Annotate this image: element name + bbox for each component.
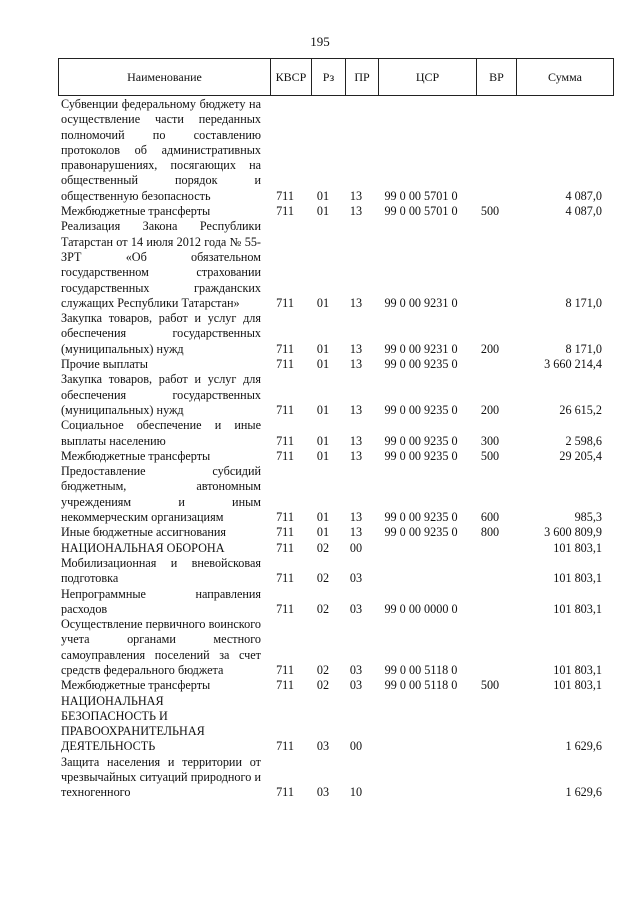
table-row bbox=[58, 204, 608, 219]
header-sum: Сумма bbox=[517, 59, 614, 96]
cell-sum: 26 615,2 bbox=[559, 402, 602, 417]
cell-kvsr: 711 bbox=[276, 402, 294, 417]
cell-vr: 500 bbox=[480, 204, 500, 219]
cell-kvsr: 711 bbox=[276, 662, 294, 677]
cell-pr: 13 bbox=[349, 525, 363, 540]
cell-rz: 02 bbox=[316, 662, 330, 677]
header-kvsr: КВСР bbox=[271, 59, 312, 96]
cell-rz: 01 bbox=[316, 510, 330, 525]
table-row bbox=[58, 357, 608, 372]
cell-csr: 99 0 00 9235 0 bbox=[384, 433, 458, 448]
cell-rz: 02 bbox=[316, 571, 330, 586]
cell-rz: 01 bbox=[316, 448, 330, 463]
cell-vr: 200 bbox=[480, 402, 500, 417]
cell-kvsr: 711 bbox=[276, 357, 294, 372]
header-pr: ПР bbox=[346, 59, 379, 96]
cell-rz: 02 bbox=[316, 678, 330, 693]
cell-rz: 03 bbox=[316, 785, 330, 800]
cell-vr: 500 bbox=[480, 448, 500, 463]
cell-sum: 8 171,0 bbox=[565, 295, 602, 310]
cell-csr: 99 0 00 5118 0 bbox=[384, 678, 458, 693]
cell-pr: 03 bbox=[349, 571, 363, 586]
cell-csr: 99 0 00 9231 0 bbox=[384, 341, 458, 356]
cell-sum: 1 629,6 bbox=[565, 739, 602, 754]
cell-csr: 99 0 00 9235 0 bbox=[384, 525, 458, 540]
cell-name: Непрограммные направления расходов bbox=[61, 586, 261, 616]
cell-csr: 99 0 00 5701 0 bbox=[384, 188, 458, 203]
cell-vr: 300 bbox=[480, 433, 500, 448]
cell-kvsr: 711 bbox=[276, 678, 294, 693]
cell-kvsr: 711 bbox=[276, 540, 294, 555]
table-row bbox=[58, 617, 608, 678]
cell-pr: 13 bbox=[349, 510, 363, 525]
cell-name: Межбюджетные трансферты bbox=[61, 678, 211, 693]
cell-sum: 8 171,0 bbox=[565, 341, 602, 356]
cell-kvsr: 711 bbox=[276, 739, 294, 754]
cell-kvsr: 711 bbox=[276, 525, 294, 540]
cell-sum: 3 660 214,4 bbox=[544, 357, 602, 372]
cell-kvsr: 711 bbox=[276, 448, 294, 463]
table-row bbox=[58, 219, 608, 311]
cell-sum: 101 803,1 bbox=[553, 540, 602, 555]
cell-name: Закупка товаров, работ и услуг для обеспечения государственных (муниципальных) нужд bbox=[61, 311, 261, 356]
header-name: Наименование bbox=[59, 59, 271, 96]
cell-sum: 3 600 809,9 bbox=[544, 525, 602, 540]
cell-kvsr: 711 bbox=[276, 341, 294, 356]
table-row bbox=[58, 694, 608, 755]
cell-name: Иные бюджетные ассигнования bbox=[61, 525, 227, 540]
cell-pr: 13 bbox=[349, 357, 363, 372]
header-rz: Рз bbox=[312, 59, 346, 96]
cell-pr: 13 bbox=[349, 204, 363, 219]
cell-kvsr: 711 bbox=[276, 785, 294, 800]
cell-name: Реализация Закона Республики Татарстан от 14 июля 2012 года № 55-ЗРТ «Об обязательном государственном страховании государственных гражданских служащих Республики Татарстан» bbox=[61, 219, 261, 310]
table-row bbox=[58, 755, 608, 801]
cell-rz: 03 bbox=[316, 739, 330, 754]
cell-rz: 01 bbox=[316, 525, 330, 540]
cell-vr: 200 bbox=[480, 341, 500, 356]
cell-rz: 01 bbox=[316, 433, 330, 448]
cell-rz: 01 bbox=[316, 204, 330, 219]
cell-name: Межбюджетные трансферты bbox=[61, 204, 211, 219]
cell-sum: 101 803,1 bbox=[553, 571, 602, 586]
cell-kvsr: 711 bbox=[276, 295, 294, 310]
page-number: 195 bbox=[310, 34, 330, 49]
table-row bbox=[58, 678, 608, 693]
cell-csr: 99 0 00 9231 0 bbox=[384, 295, 458, 310]
header-csr: ЦСР bbox=[379, 59, 477, 96]
cell-csr: 99 0 00 9235 0 bbox=[384, 510, 458, 525]
cell-rz: 02 bbox=[316, 540, 330, 555]
cell-name: Мобилизационная и вневойсковая подготовка bbox=[61, 555, 261, 586]
table-header bbox=[58, 58, 614, 96]
cell-kvsr: 711 bbox=[276, 188, 294, 203]
cell-name: Социальное обеспечение и иные выплаты населению bbox=[61, 418, 261, 448]
cell-vr: 600 bbox=[480, 510, 500, 525]
cell-sum: 985,3 bbox=[574, 510, 602, 525]
cell-pr: 13 bbox=[349, 188, 363, 203]
cell-vr: 800 bbox=[480, 525, 500, 540]
cell-sum: 4 087,0 bbox=[565, 188, 602, 203]
cell-kvsr: 711 bbox=[276, 601, 294, 616]
header-vr: ВР bbox=[477, 59, 517, 96]
cell-name: Прочие выплаты bbox=[61, 357, 148, 372]
cell-vr: 500 bbox=[480, 678, 500, 693]
cell-pr: 13 bbox=[349, 402, 363, 417]
cell-pr: 13 bbox=[349, 295, 363, 310]
cell-sum: 1 629,6 bbox=[565, 785, 602, 800]
cell-name: Осуществление первичного воинского учета органами местного самоуправления поселений за счет средств федерального бюджета bbox=[61, 617, 261, 677]
cell-sum: 101 803,1 bbox=[553, 601, 602, 616]
cell-csr: 99 0 00 9235 0 bbox=[384, 402, 458, 417]
table-row bbox=[58, 97, 608, 204]
cell-pr: 03 bbox=[349, 678, 363, 693]
cell-pr: 00 bbox=[349, 739, 363, 754]
cell-name: Субвенции федеральному бюджету на осуществление части переданных полномочий по составлению протоколов об административных правонарушениях, посягающих на общественный порядок и общественную безопасность bbox=[61, 97, 261, 203]
cell-kvsr: 711 bbox=[276, 571, 294, 586]
table-row bbox=[58, 525, 608, 540]
cell-rz: 02 bbox=[316, 601, 330, 616]
cell-pr: 10 bbox=[349, 785, 363, 800]
cell-kvsr: 711 bbox=[276, 204, 294, 219]
cell-pr: 00 bbox=[349, 540, 363, 555]
table-row bbox=[58, 418, 608, 449]
table-row bbox=[58, 556, 608, 587]
cell-sum: 29 205,4 bbox=[559, 448, 602, 463]
cell-name: Защита населения и территории от чрезвычайных ситуаций природного и техногенного bbox=[61, 754, 261, 800]
cell-rz: 01 bbox=[316, 295, 330, 310]
cell-sum: 101 803,1 bbox=[553, 678, 602, 693]
cell-pr: 13 bbox=[349, 341, 363, 356]
cell-rz: 01 bbox=[316, 341, 330, 356]
cell-csr: 99 0 00 9235 0 bbox=[384, 448, 458, 463]
table-row bbox=[58, 449, 608, 464]
cell-rz: 01 bbox=[316, 357, 330, 372]
cell-kvsr: 711 bbox=[276, 510, 294, 525]
cell-name: Предоставление субсидий бюджетным, автономным учреждениям и иным некоммерческим организациям bbox=[61, 464, 261, 525]
cell-pr: 03 bbox=[349, 601, 363, 616]
cell-name: НАЦИОНАЛЬНАЯ ОБОРОНА bbox=[61, 540, 225, 555]
cell-sum: 101 803,1 bbox=[553, 662, 602, 677]
table-row bbox=[58, 372, 608, 418]
cell-name: НАЦИОНАЛЬНАЯ БЕЗОПАСНОСТЬ И ПРАВООХРАНИТЕЛЬНАЯ ДЕЯТЕЛЬНОСТЬ bbox=[61, 693, 205, 754]
table-row bbox=[58, 587, 608, 618]
cell-name: Межбюджетные трансферты bbox=[61, 448, 211, 463]
table-row bbox=[58, 311, 608, 357]
cell-pr: 13 bbox=[349, 448, 363, 463]
cell-csr: 99 0 00 0000 0 bbox=[384, 601, 458, 616]
cell-rz: 01 bbox=[316, 402, 330, 417]
table-row bbox=[58, 541, 608, 556]
cell-sum: 2 598,6 bbox=[565, 433, 602, 448]
cell-csr: 99 0 00 9235 0 bbox=[384, 357, 458, 372]
cell-pr: 03 bbox=[349, 662, 363, 677]
budget-table-body bbox=[58, 97, 608, 801]
cell-kvsr: 711 bbox=[276, 433, 294, 448]
cell-csr: 99 0 00 5118 0 bbox=[384, 662, 458, 677]
cell-sum: 4 087,0 bbox=[565, 204, 602, 219]
cell-rz: 01 bbox=[316, 188, 330, 203]
cell-pr: 13 bbox=[349, 433, 363, 448]
cell-name: Закупка товаров, работ и услуг для обеспечения государственных (муниципальных) нужд bbox=[61, 372, 261, 417]
table-row bbox=[58, 464, 608, 525]
cell-csr: 99 0 00 5701 0 bbox=[384, 204, 458, 219]
